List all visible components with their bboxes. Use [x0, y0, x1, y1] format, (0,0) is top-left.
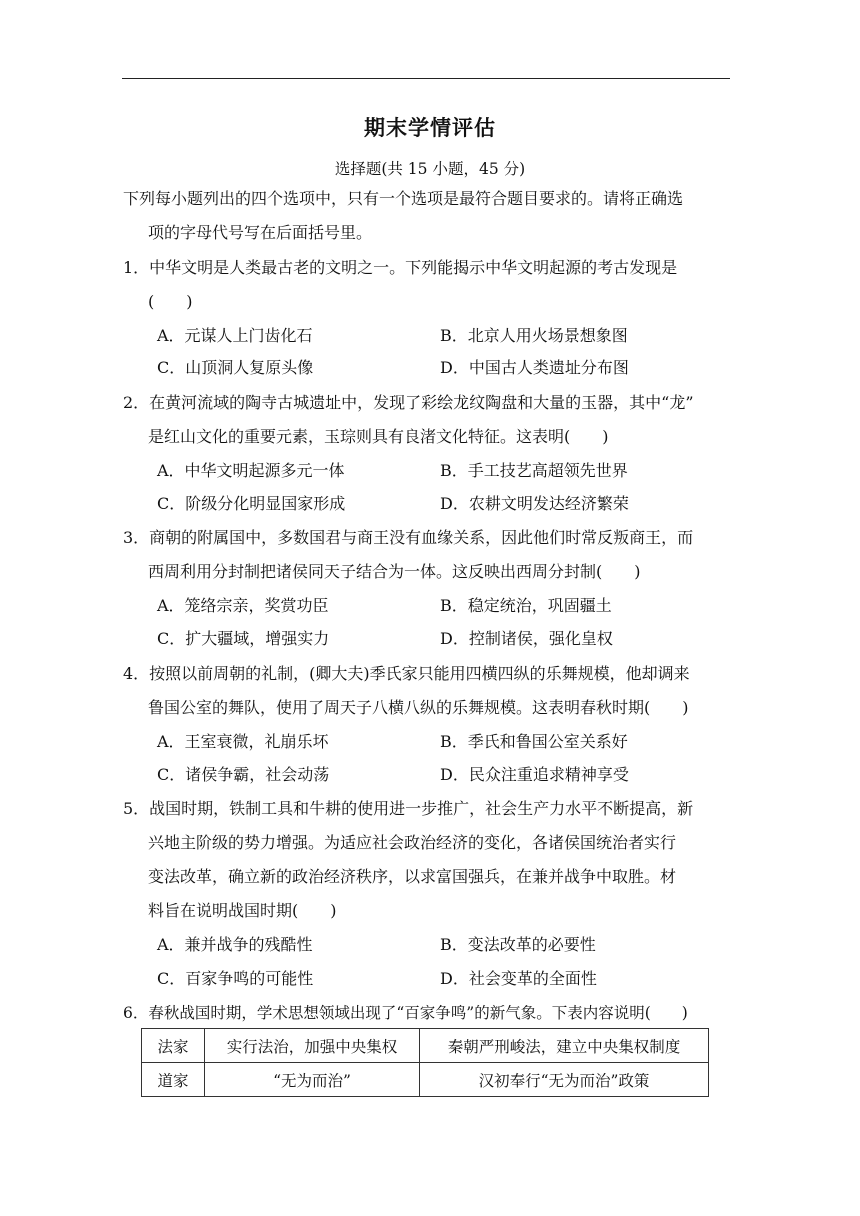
header-rule: [122, 78, 730, 79]
table-cell: 秦朝严刑峻法，建立中央集权制度: [420, 1029, 709, 1063]
question-4-option-d: D．民众注重追求精神享受: [440, 765, 629, 784]
question-2-option-d: D．农耕文明发达经济繁荣: [440, 494, 629, 513]
question-1-option-d: D．中国古人类遗址分布图: [440, 358, 629, 377]
table-row: [142, 1063, 709, 1097]
question-3-option-a: A．笼络宗亲，奖赏功臣: [157, 596, 329, 615]
question-1-option-b: B．北京人用火场景想象图: [440, 326, 628, 345]
question-2-option-a: A．中华文明起源多元一体: [157, 461, 345, 480]
question-4-option-b: B．季氏和鲁国公室关系好: [440, 732, 628, 751]
question-1-option-c: C．山顶洞人复原头像: [157, 358, 314, 377]
question-5-option-a: A．兼并战争的残酷性: [157, 935, 313, 954]
page-title: 期末学情评估: [364, 116, 496, 140]
table-row: [142, 1029, 709, 1063]
question-3-option-b: B．稳定统治，巩固疆土: [440, 596, 612, 615]
question-5-text: 5．战国时期，铁制工具和牛耕的使用进一步推广，社会生产力水平不断提高，新: [123, 799, 694, 818]
table-cell: 道家: [142, 1063, 205, 1097]
question-5-option-d: D．社会变革的全面性: [440, 969, 597, 988]
question-6-text: 6．春秋战国时期，学术思想领域出现了“百家争鸣”的新气象。下表内容说明( ): [123, 1004, 688, 1022]
question-5-text-cont-1: 兴地主阶级的势力增强。为适应社会政治经济的变化，各诸侯国统治者实行: [148, 833, 677, 852]
question-4-text: 4．按照以前周朝的礼制，(卿大夫)季氏家只能用四横四纵的乐舞规模，他却调来: [123, 664, 690, 683]
question-3-option-c: C．扩大疆域，增强实力: [157, 629, 330, 648]
instructions-line-2: 项的字母代号写在后面括号里。: [148, 223, 373, 242]
question-2-text: 2．在黄河流域的陶寺古城遗址中，发现了彩绘龙纹陶盘和大量的玉器，其中“龙”: [123, 393, 694, 412]
question-3-text: 3．商朝的附属国中，多数国君与商王没有血缘关系，因此他们时常反叛商王，而: [123, 528, 694, 547]
question-4-option-a: A．王室衰微，礼崩乐坏: [157, 732, 329, 751]
question-1-text: 1．中华文明是人类最古老的文明之一。下列能揭示中华文明起源的考古发现是: [123, 258, 678, 277]
question-2-option-b: B．手工技艺高超领先世界: [440, 461, 628, 480]
instructions-line-1: 下列每小题列出的四个选项中，只有一个选项是最符合题目要求的。请将正确选: [123, 189, 684, 208]
question-5-text-cont-3: 料旨在说明战国时期( ): [148, 901, 337, 920]
table-cell: 实行法治，加强中央集权: [205, 1029, 420, 1063]
question-3-option-d: D．控制诸侯，强化皇权: [440, 629, 613, 648]
question-4-option-c: C．诸侯争霸，社会动荡: [157, 765, 330, 784]
question-1-option-a: A．元谋人上门齿化石: [157, 326, 313, 345]
question-3-text-cont: 西周利用分封制把诸侯同天子结合为一体。这反映出西周分封制( ): [148, 562, 641, 581]
question-2-text-cont: 是红山文化的重要元素，玉琮则具有良渚文化特征。这表明( ): [148, 427, 609, 446]
question-4-text-cont: 鲁国公室的舞队，使用了周天子八横八纵的乐舞规模。这表明春秋时期( ): [148, 698, 689, 717]
section-subtitle: 选择题(共 15 小题，45 分): [334, 160, 526, 178]
question-1-blank: ( ): [148, 292, 193, 311]
question-5-option-c: C．百家争鸣的可能性: [157, 969, 314, 988]
table-cell: 法家: [142, 1029, 205, 1063]
question-2-option-c: C．阶级分化明显国家形成: [157, 494, 346, 513]
comparison-table: [141, 1028, 709, 1097]
table-cell: “无为而治”: [205, 1063, 420, 1097]
table-cell: 汉初奉行“无为而治”政策: [420, 1063, 709, 1097]
question-5-text-cont-2: 变法改革，确立新的政治经济秩序，以求富国强兵，在兼并战争中取胜。材: [148, 867, 677, 886]
question-5-option-b: B．变法改革的必要性: [440, 935, 596, 954]
